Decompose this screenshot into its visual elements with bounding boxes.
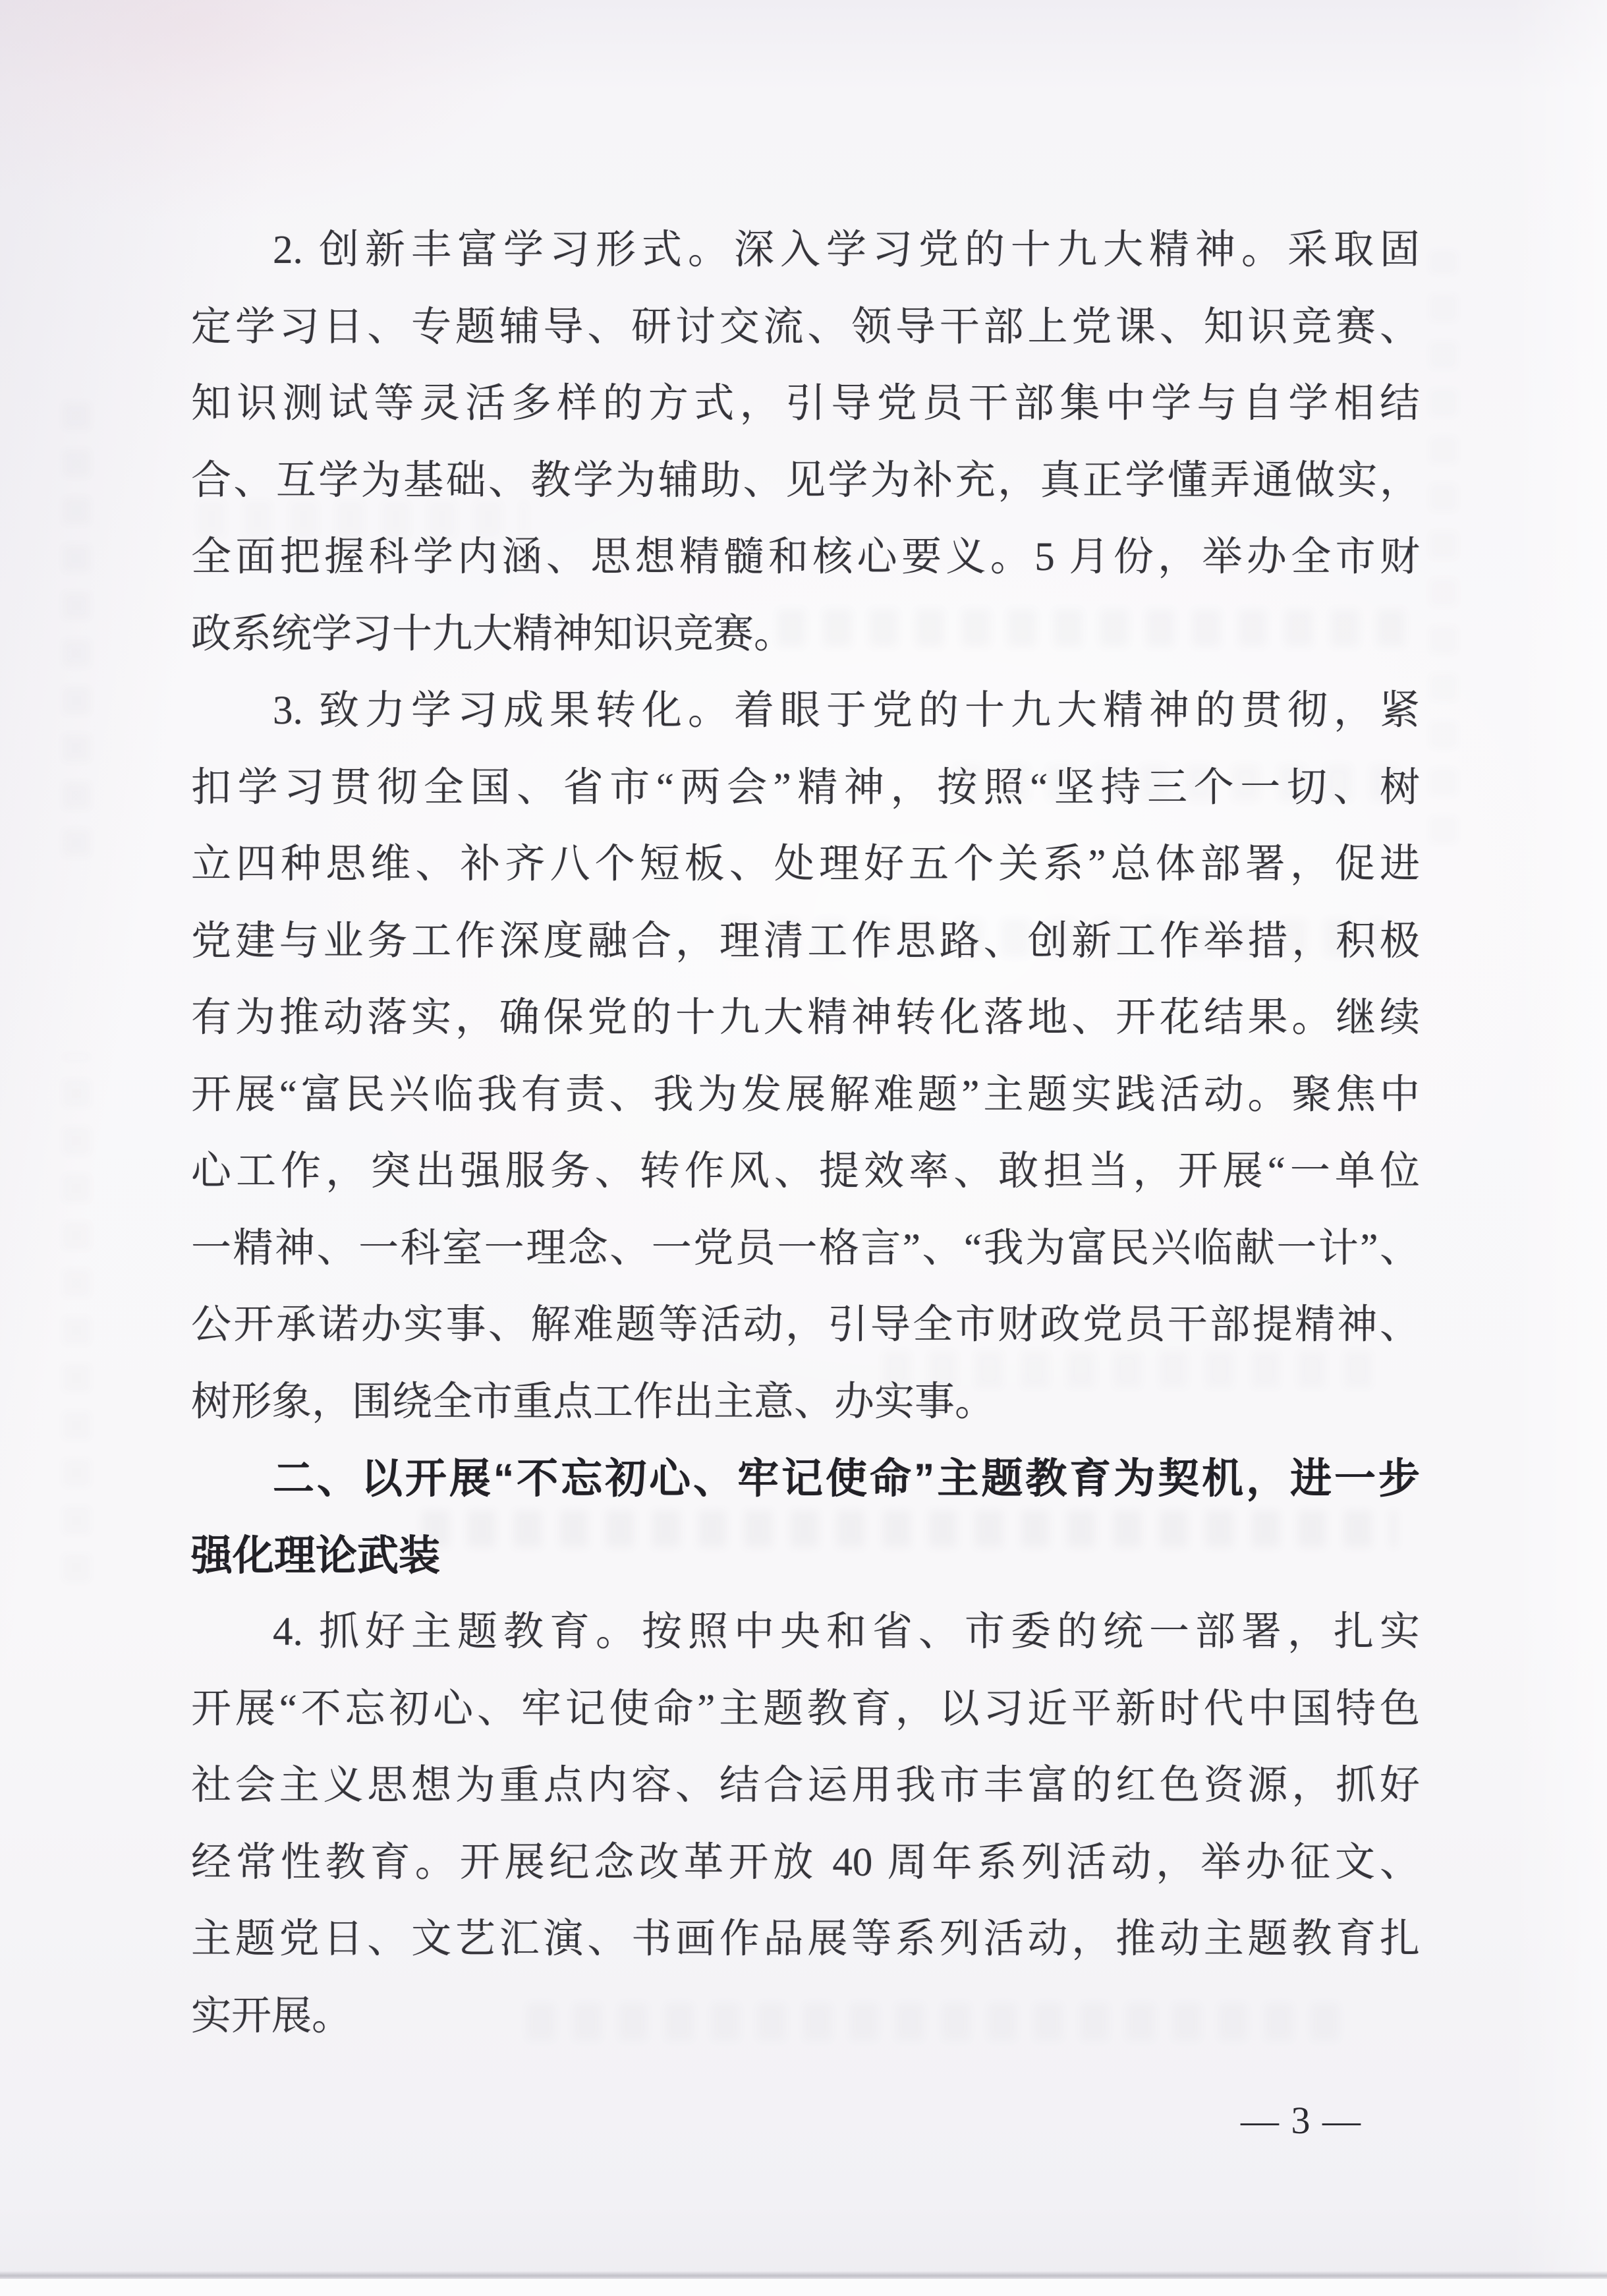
text-line: 公开承诺办实事、解难题等活动，引导全市财政党员干部提精神、 (191, 1303, 1420, 1347)
scan-edge-line (0, 2271, 1607, 2279)
text-line: 合、互学为基础、教学为辅助、见学为补充，真正学懂弄通做实， (191, 458, 1420, 503)
bleed-through-artifact (63, 395, 90, 857)
text-line: 开展“不忘初心、牢记使命”主题教育，以习近平新时代中国特色 (191, 1686, 1420, 1731)
scan-edge-strip (0, 2279, 1607, 2296)
page-number: — 3 — (1241, 2099, 1362, 2142)
section-heading-2 (191, 1441, 1420, 1594)
paragraph-item-2 (191, 212, 1420, 673)
paragraph-item-3 (191, 673, 1420, 1441)
text-line: 2. 创新丰富学习形式。深入学习党的十九大精神。采取固 (273, 228, 1420, 272)
section-heading-line: 二、以开展“不忘初心、牢记使命”主题教育为契机，进一步 (273, 1456, 1420, 1502)
text-line: 政系统学习十九大精神知识竞赛。 (191, 612, 795, 656)
text-line: 树形象，围绕全市重点工作出主意、办实事。 (191, 1379, 996, 1424)
text-line: 心工作，突出强服务、转作风、提效率、敢担当，开展“一单位 (191, 1149, 1420, 1193)
document-body (191, 212, 1420, 2055)
section-heading-line: 强化理论武装 (191, 1532, 440, 1579)
text-line: 有为推动落实，确保党的十九大精神转化落地、开花结果。继续 (191, 996, 1420, 1040)
text-line: 知识测试等灵活多样的方式，引导党员干部集中学与自学相结 (191, 382, 1420, 426)
text-line: 社会主义思想为重点内容、结合运用我市丰富的红色资源，抓好 (191, 1764, 1420, 1808)
text-line: 扣学习贯彻全国、省市“两会”精神，按照“坚持三个一切、树 (191, 765, 1420, 810)
text-line: 开展“富民兴临我有责、我为发展解难题”主题实践活动。聚焦中 (191, 1072, 1420, 1117)
text-line: 实开展。 (191, 1994, 352, 2038)
text-line: 全面把握科学内涵、思想精髓和核心要义。5 月份，举办全市财 (191, 535, 1420, 579)
text-line: 一精神、一科室一理念、一党员一格言”、“我为富民兴临献一计”、 (191, 1226, 1420, 1271)
text-line: 党建与业务工作深度融合，理清工作思路、创新工作举措，积极 (191, 919, 1420, 963)
text-line: 经常性教育。开展纪念改革开放 40 周年系列活动，举办征文、 (191, 1840, 1420, 1885)
bleed-through-artifact (1430, 250, 1457, 844)
text-line: 3. 致力学习成果转化。着眼于党的十九大精神的贯彻，紧 (273, 689, 1420, 733)
bleed-through-artifact (63, 1054, 90, 1582)
paragraph-item-4 (191, 1594, 1420, 2055)
text-line: 4. 抓好主题教育。按照中央和省、市委的统一部署，扎实 (273, 1610, 1420, 1654)
text-line: 立四种思维、补齐八个短板、处理好五个关系”总体部署，促进 (191, 842, 1420, 886)
text-line: 定学习日、专题辅导、研讨交流、领导干部上党课、知识竞赛、 (191, 304, 1420, 349)
text-line: 主题党日、文艺汇演、书画作品展等系列活动，推动主题教育扎 (191, 1917, 1420, 1961)
